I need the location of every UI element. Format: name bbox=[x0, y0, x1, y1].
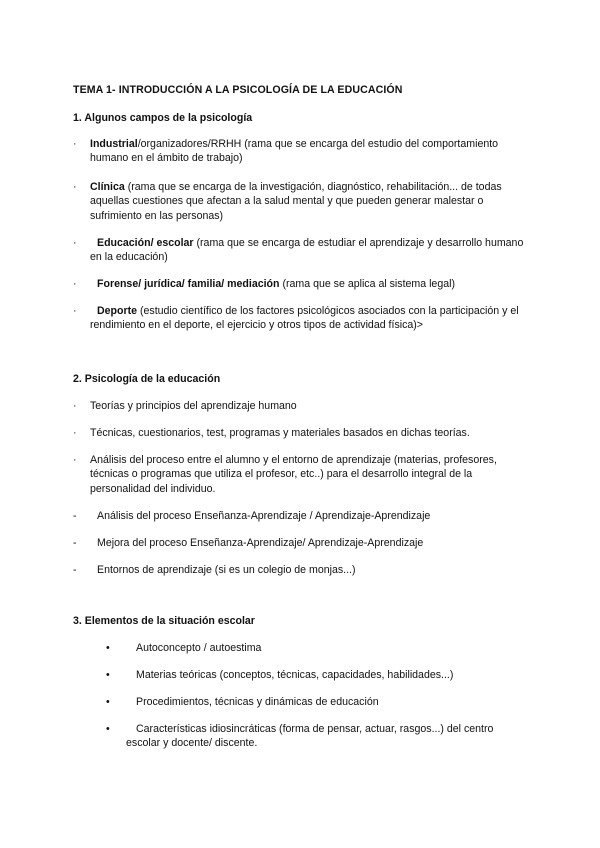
list-item-text: Análisis del proceso Enseñanza-Aprendizaje / Aprendizaje-Aprendizaje bbox=[97, 510, 431, 522]
list-item-text: Análisis del proceso entre el alumno y el entorno de aprendizaje (materias, profesores, técnicas o programas que utiliza el profesor, etc..) para el desarrollo integral de la personalidad del individuo. bbox=[90, 454, 497, 495]
list-marker: • bbox=[106, 696, 110, 708]
list-item-text bbox=[90, 180, 520, 223]
list-item-body: /organizadores/RRHH (rama que se encarga del estudio del comportamiento humano en el ámbito de trabajo) bbox=[90, 138, 499, 165]
list-item-text bbox=[90, 304, 540, 333]
list-item-text: Autoconcepto / autoestima bbox=[136, 642, 262, 654]
list-marker: - bbox=[73, 537, 77, 549]
list-item-body: (estudio científico de los factores psicológicos asociados con la participación y el rendimiento en el deporte, el ejercicio y otros tipos de actividad física)> bbox=[90, 305, 519, 332]
list-item-body: (rama que se aplica al sistema legal) bbox=[279, 278, 455, 290]
list-marker: · bbox=[73, 454, 77, 466]
list-item-text bbox=[90, 236, 530, 265]
section-heading: 2. Psicología de la educación bbox=[73, 373, 221, 385]
list-item-lead: Clínica bbox=[90, 181, 125, 193]
list-marker: - bbox=[73, 564, 77, 576]
list-marker: · bbox=[73, 138, 77, 150]
list-marker: • bbox=[106, 669, 110, 681]
list-marker: • bbox=[106, 642, 110, 654]
list-marker: · bbox=[73, 181, 77, 193]
list-marker: • bbox=[106, 723, 110, 735]
list-marker: · bbox=[73, 400, 77, 412]
document-title: TEMA 1- INTRODUCCIÓN A LA PSICOLOGÍA DE LA EDUCACIÓN bbox=[73, 84, 403, 96]
list-item-text: Procedimientos, técnicas y dinámicas de educación bbox=[136, 696, 379, 708]
list-item-text: Teorías y principios del aprendizaje humano bbox=[90, 400, 297, 412]
list-item-body: (rama que se encarga de la investigación, diagnóstico, rehabilitación... de todas aquellas cuestiones que afectan a la salud mental y que pueden generar malestar o sufrimiento en las personas) bbox=[90, 181, 502, 222]
section-heading: 3. Elementos de la situación escolar bbox=[73, 615, 255, 627]
list-item-body: (rama que se encarga de estudiar el aprendizaje y desarrollo humano en la educación) bbox=[90, 237, 524, 264]
list-marker: · bbox=[73, 237, 77, 249]
list-item-text: Entornos de aprendizaje (si es un colegio de monjas...) bbox=[97, 564, 356, 576]
list-item-text: Materias teóricas (conceptos, técnicas, capacidades, habilidades...) bbox=[136, 669, 454, 681]
list-item-lead: Deporte bbox=[97, 305, 138, 317]
list-item-lead: Educación/ escolar bbox=[97, 237, 194, 249]
list-marker: · bbox=[73, 278, 77, 290]
list-marker: · bbox=[73, 305, 77, 317]
list-item-text: Mejora del proceso Enseñanza-Aprendizaje/ Aprendizaje-Aprendizaje bbox=[97, 537, 424, 549]
list-item-lead: Forense/ jurídica/ familia/ mediación bbox=[97, 278, 280, 290]
list-item-text: Características idiosincráticas (forma de pensar, actuar, rasgos...) del centro escolar y docente/ discente. bbox=[126, 723, 494, 750]
list-item-text bbox=[90, 137, 530, 166]
list-marker: · bbox=[73, 427, 77, 439]
list-item-text: Técnicas, cuestionarios, test, programas y materiales basados en dichas teorías. bbox=[90, 427, 470, 439]
list-item-lead: Industrial bbox=[90, 138, 138, 150]
list-marker: - bbox=[73, 510, 77, 522]
section-heading: 1. Algunos campos de la psicología bbox=[73, 112, 253, 124]
list-item-text bbox=[97, 277, 455, 291]
